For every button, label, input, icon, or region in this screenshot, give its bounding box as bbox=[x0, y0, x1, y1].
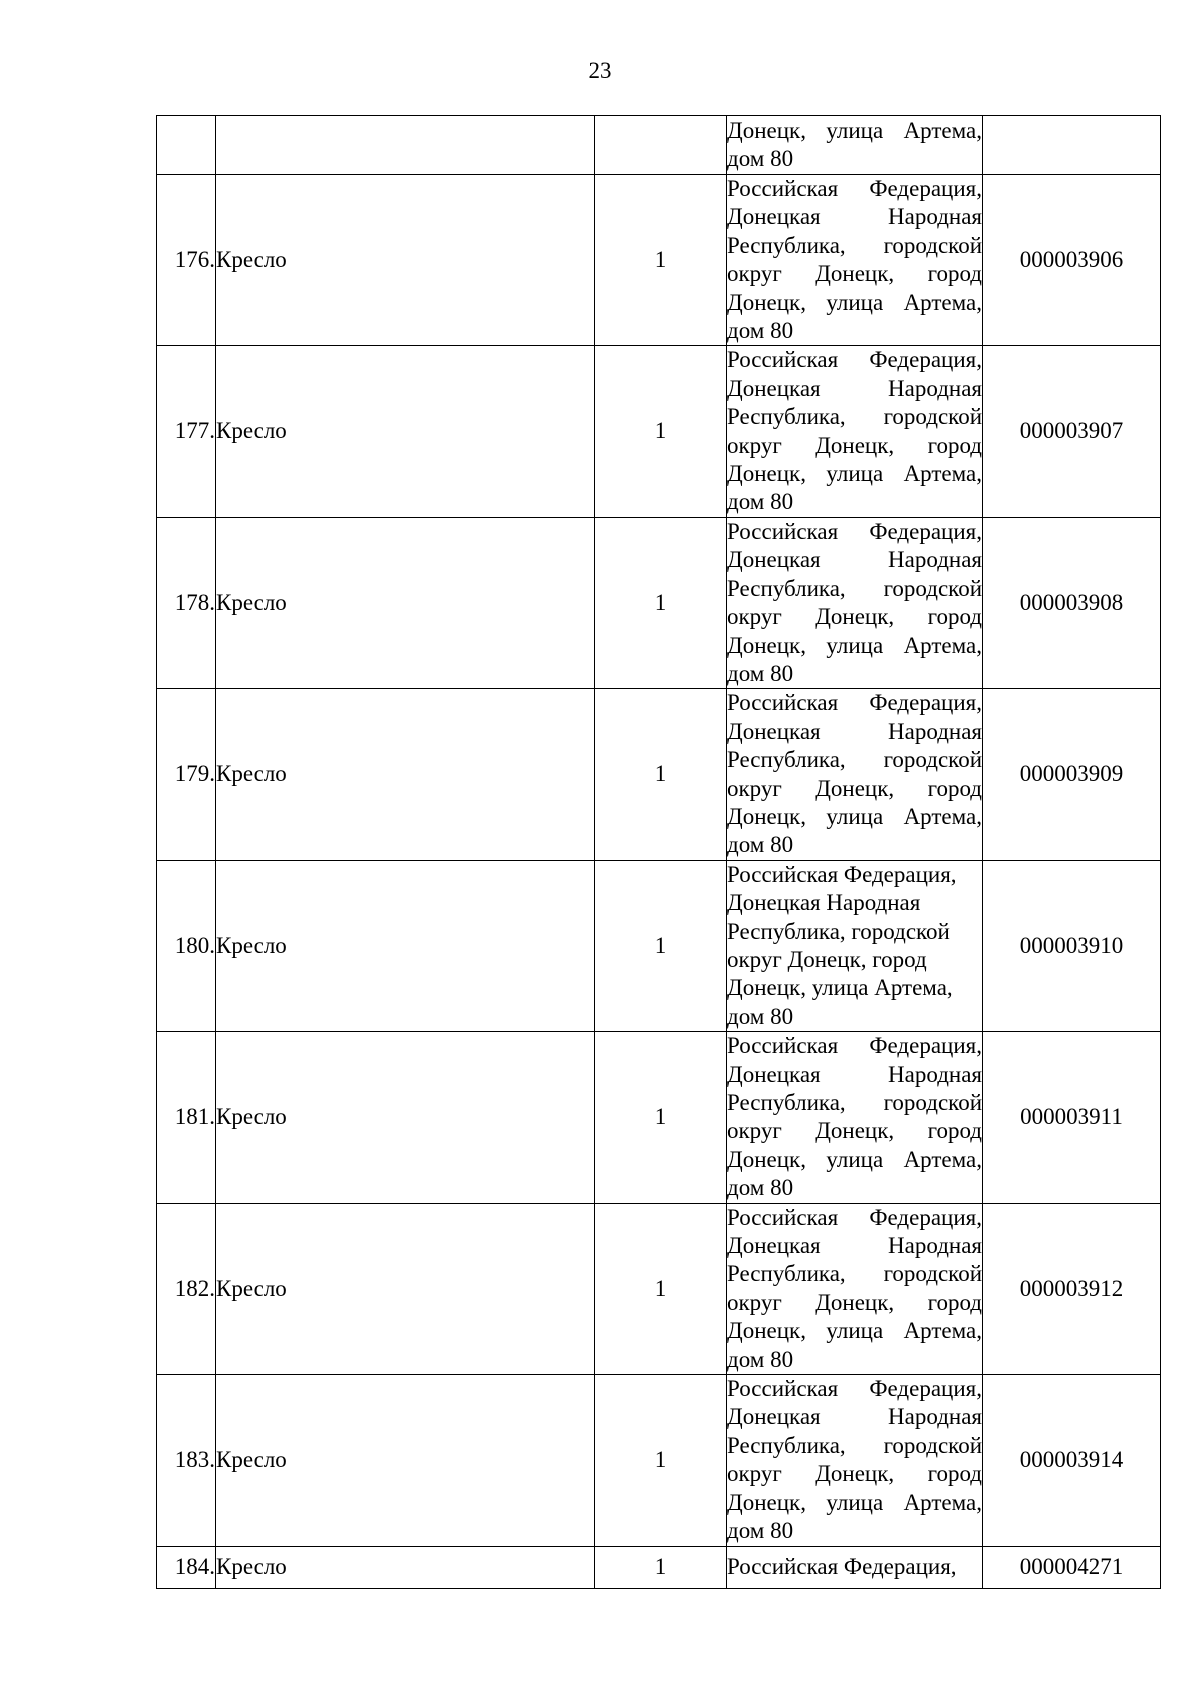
address-line: Донецк, улица Артема, bbox=[727, 1489, 982, 1515]
inventory-number-cell bbox=[983, 116, 1161, 175]
row-number-cell: 176. bbox=[157, 175, 216, 346]
item-name-cell: Кресло bbox=[216, 1375, 595, 1546]
address-line: Российская Федерация, bbox=[727, 518, 982, 544]
table-row bbox=[157, 689, 1161, 860]
inventory-number-cell: 000003910 bbox=[983, 860, 1161, 1031]
inventory-number-cell: 000003911 bbox=[983, 1032, 1161, 1203]
table-row bbox=[157, 1203, 1161, 1374]
table-body bbox=[157, 116, 1161, 1589]
address-cell bbox=[727, 517, 983, 688]
address-line: Республика, городской bbox=[727, 404, 982, 430]
address-line: Донецкая Народная bbox=[727, 1404, 982, 1430]
address-line: Российская Федерация, bbox=[727, 176, 982, 201]
item-name-cell: Кресло bbox=[216, 1546, 595, 1588]
address-cell bbox=[727, 1375, 983, 1546]
address-cell bbox=[727, 116, 983, 175]
address-line: Донецк, улица Артема, bbox=[727, 975, 953, 1001]
table-row bbox=[157, 860, 1161, 1031]
address-line: Донецкая Народная bbox=[727, 375, 982, 401]
table-row bbox=[157, 517, 1161, 688]
address-cell bbox=[727, 346, 983, 517]
address-line: дом 80 bbox=[727, 1346, 794, 1372]
item-name-cell: Кресло bbox=[216, 517, 595, 688]
address-line: округ Донецк, город bbox=[727, 946, 927, 972]
inventory-table bbox=[156, 115, 1161, 1589]
quantity-cell: 1 bbox=[595, 860, 727, 1031]
row-number-cell: 178. bbox=[157, 517, 216, 688]
inventory-number-cell: 000003908 bbox=[983, 517, 1161, 688]
quantity-cell: 1 bbox=[595, 1032, 727, 1203]
address-line: округ Донецк, город bbox=[727, 432, 982, 458]
inventory-number-cell: 000003909 bbox=[983, 689, 1161, 860]
item-name-cell: Кресло bbox=[216, 175, 595, 346]
inventory-number-cell: 000003906 bbox=[983, 175, 1161, 346]
item-name-cell: Кресло bbox=[216, 1032, 595, 1203]
address-line: Донецк, улица Артема, bbox=[727, 803, 982, 829]
address-line: Донецкая Народная bbox=[727, 1061, 982, 1087]
table-row-continued bbox=[157, 116, 1161, 175]
address-line: Российская Федерация, bbox=[727, 1553, 957, 1579]
address-line: Донецкая Народная bbox=[727, 547, 982, 573]
address-line: Донецк, улица Артема, bbox=[727, 1146, 982, 1172]
address-cell bbox=[727, 1203, 983, 1374]
address-line: Донецк, улица Артема, bbox=[727, 632, 982, 658]
address-line: Республика, городской bbox=[727, 918, 950, 944]
address-line: округ Донецк, город bbox=[727, 1118, 982, 1144]
row-number-cell: 181. bbox=[157, 1032, 216, 1203]
address-line: дом 80 bbox=[727, 660, 794, 686]
address-line: Российская Федерация, bbox=[727, 861, 957, 887]
address-line: Донецкая Народная bbox=[727, 890, 921, 916]
address-line: Донецк, улица Артема, bbox=[727, 461, 982, 487]
quantity-cell: 1 bbox=[595, 517, 727, 688]
item-name-cell: Кресло bbox=[216, 1203, 595, 1374]
address-line: Донецкая Народная bbox=[727, 1233, 982, 1259]
address-cell bbox=[727, 1032, 983, 1203]
address-line: округ Донецк, город bbox=[727, 775, 982, 801]
table-row bbox=[157, 175, 1161, 346]
item-name-cell: Кресло bbox=[216, 346, 595, 517]
address-cell bbox=[727, 860, 983, 1031]
address-line: дом 80 bbox=[727, 146, 794, 171]
address-line: Республика, городской bbox=[727, 575, 982, 601]
address-line: Российская Федерация, bbox=[727, 1204, 982, 1230]
item-name-cell bbox=[216, 116, 595, 175]
address-line: Российская Федерация, bbox=[727, 1033, 982, 1059]
address-line: Республика, городской bbox=[727, 232, 982, 258]
address-line: Донецк, улица Артема, bbox=[727, 1318, 982, 1344]
inventory-number-cell: 000003912 bbox=[983, 1203, 1161, 1374]
row-number-cell: 182. bbox=[157, 1203, 216, 1374]
quantity-cell: 1 bbox=[595, 689, 727, 860]
row-number-cell: 177. bbox=[157, 346, 216, 517]
address-line: округ Донецк, город bbox=[727, 1289, 982, 1315]
address-line: Донецкая Народная bbox=[727, 718, 982, 744]
quantity-cell bbox=[595, 116, 727, 175]
table-row bbox=[157, 346, 1161, 517]
address-line: дом 80 bbox=[727, 832, 794, 858]
address-line: Республика, городской bbox=[727, 1090, 982, 1115]
address-line: Республика, городской bbox=[727, 1432, 982, 1458]
address-line: Российская Федерация, bbox=[727, 1376, 982, 1402]
address-line: дом 80 bbox=[727, 1518, 794, 1544]
address-line: округ Донецк, город bbox=[727, 261, 982, 287]
row-number-cell: 179. bbox=[157, 689, 216, 860]
inventory-number-cell: 000003907 bbox=[983, 346, 1161, 517]
item-name-cell: Кресло bbox=[216, 860, 595, 1031]
item-name-cell: Кресло bbox=[216, 689, 595, 860]
row-number-cell: 183. bbox=[157, 1375, 216, 1546]
address-line: дом 80 bbox=[727, 1003, 794, 1029]
address-line: Донецкая Народная bbox=[727, 204, 982, 230]
quantity-cell: 1 bbox=[595, 1203, 727, 1374]
address-line: дом 80 bbox=[727, 1175, 794, 1201]
address-line: округ Донецк, город bbox=[727, 1461, 982, 1487]
quantity-cell: 1 bbox=[595, 346, 727, 517]
row-number-cell bbox=[157, 116, 216, 175]
address-line: Донецк, улица Артема, bbox=[727, 289, 982, 315]
row-number-cell: 180. bbox=[157, 860, 216, 1031]
address-line: Российская Федерация, bbox=[727, 690, 982, 716]
page-number: 23 bbox=[588, 58, 612, 83]
address-cell bbox=[727, 689, 983, 860]
address-line: округ Донецк, город bbox=[727, 604, 982, 630]
quantity-cell: 1 bbox=[595, 1375, 727, 1546]
inventory-number-cell: 000004271 bbox=[983, 1546, 1161, 1588]
table-row bbox=[157, 1032, 1161, 1203]
address-line: Республика, городской bbox=[727, 747, 982, 773]
quantity-cell: 1 bbox=[595, 1546, 727, 1588]
address-line: Донецк, улица Артема, bbox=[727, 117, 982, 143]
row-number-cell: 184. bbox=[157, 1546, 216, 1588]
quantity-cell: 1 bbox=[595, 175, 727, 346]
address-line: дом 80 bbox=[727, 489, 794, 515]
table-row bbox=[157, 1375, 1161, 1546]
address-cell bbox=[727, 175, 983, 346]
table-row bbox=[157, 1546, 1161, 1588]
address-line: Республика, городской bbox=[727, 1261, 982, 1287]
address-line: дом 80 bbox=[727, 318, 794, 344]
address-cell bbox=[727, 1546, 983, 1588]
inventory-number-cell: 000003914 bbox=[983, 1375, 1161, 1546]
address-line: Российская Федерация, bbox=[727, 347, 982, 373]
